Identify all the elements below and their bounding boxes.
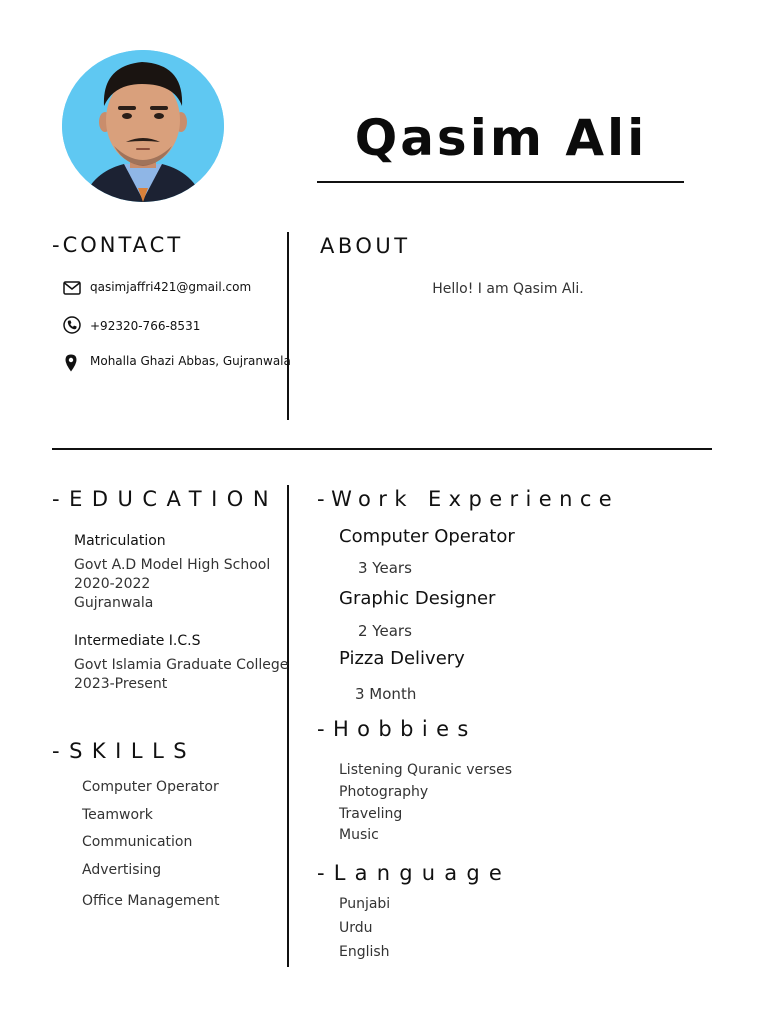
education-entry-years: 2020-2022 (74, 576, 151, 592)
education-entry-title: Intermediate I.C.S (74, 633, 201, 649)
name-underline (317, 181, 684, 183)
profile-photo (62, 50, 224, 202)
job-title: Graphic Designer (339, 588, 496, 609)
education-heading: -EDUCATION (52, 487, 279, 511)
person-portrait-icon (62, 50, 224, 202)
education-entry-school: Govt A.D Model High School (74, 557, 271, 573)
hobby-item: Traveling (339, 806, 403, 822)
language-item: Punjabi (339, 896, 391, 912)
person-name: Qasim Ali (354, 109, 648, 167)
job-duration: 2 Years (358, 622, 412, 640)
job-title: Computer Operator (339, 526, 515, 547)
skill-item: Communication (82, 834, 193, 850)
contact-heading: -CONTACT (52, 233, 184, 257)
skill-item: Advertising (82, 862, 162, 878)
column-divider-bottom (287, 485, 289, 967)
hobby-item: Listening Quranic verses (339, 762, 513, 778)
skills-heading: -SKILLS (52, 739, 197, 763)
education-entry-school: Govt Islamia Graduate College (74, 657, 289, 673)
phone-icon (62, 315, 82, 335)
hobbies-heading: -Hobbies (317, 717, 477, 741)
about-heading: ABOUT (320, 234, 411, 258)
contact-email[interactable]: qasimjaffri421@gmail.com (90, 280, 252, 294)
contact-address: Mohalla Ghazi Abbas, Gujranwala (90, 354, 291, 368)
contact-phone[interactable]: +92320-766-8531 (90, 319, 201, 333)
job-title: Pizza Delivery (339, 648, 465, 669)
job-duration: 3 Years (358, 559, 412, 577)
language-item: Urdu (339, 920, 373, 936)
education-entry-title: Matriculation (74, 533, 166, 549)
skill-item: Teamwork (82, 807, 153, 823)
section-divider (52, 448, 712, 450)
language-item: English (339, 944, 390, 960)
column-divider-top (287, 232, 289, 420)
about-text: Hello! I am Qasim Ali. (432, 281, 584, 297)
location-pin-icon (61, 353, 81, 373)
work-experience-heading: -Work Experience (317, 487, 620, 511)
skill-item: Computer Operator (82, 779, 219, 795)
education-entry-city: Gujranwala (74, 595, 154, 611)
mail-icon (62, 278, 82, 298)
skill-item: Office Management (82, 893, 220, 909)
hobby-item: Photography (339, 784, 429, 800)
education-entry-years: 2023-Present (74, 676, 168, 692)
hobby-item: Music (339, 827, 379, 843)
job-duration: 3 Month (355, 685, 417, 703)
language-heading: -Language (317, 861, 512, 885)
